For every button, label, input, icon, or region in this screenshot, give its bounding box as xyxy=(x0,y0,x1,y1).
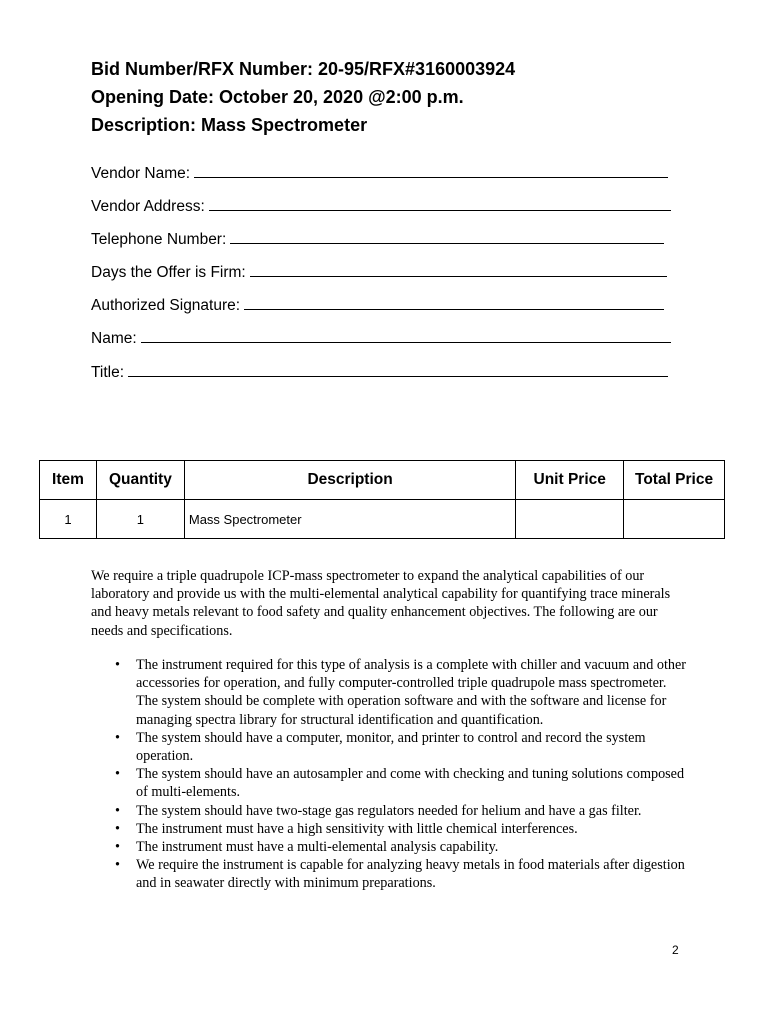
bid-description: Description: Mass Spectrometer xyxy=(91,115,368,135)
days-firm-field[interactable] xyxy=(91,262,667,283)
authorized-signature-field[interactable] xyxy=(91,295,664,316)
opening-date: Opening Date: October 20, 2020 @2:00 p.m. xyxy=(91,87,464,107)
cell-quantity: 1 xyxy=(96,500,184,539)
table-row xyxy=(40,500,725,539)
bullet-icon: • xyxy=(115,802,120,819)
list-item xyxy=(91,765,691,801)
bullet-icon: • xyxy=(115,839,120,856)
cell-description: Mass Spectrometer xyxy=(184,500,515,539)
spec-text: The system should have two-stage gas regulators needed for helium and have a gas filter. xyxy=(136,802,642,819)
bullet-icon: • xyxy=(115,657,120,673)
specifications-list xyxy=(91,656,691,893)
title-field[interactable] xyxy=(91,362,668,383)
bid-table xyxy=(39,460,725,539)
telephone-number-field[interactable] xyxy=(91,229,664,250)
vendor-address-line[interactable] xyxy=(209,196,671,211)
column-header-item: Item xyxy=(40,461,97,500)
page-number: 2 xyxy=(672,943,679,957)
vendor-address-label: Vendor Address: xyxy=(91,198,205,215)
table-header-row xyxy=(40,461,725,500)
title-label: Title: xyxy=(91,364,125,381)
list-item xyxy=(91,838,691,856)
spec-text: The system should have an autosampler and come with checking and tuning solutions composed of multi-elements. xyxy=(136,766,685,801)
list-item xyxy=(91,729,691,765)
spec-text: We require the instrument is capable for analyzing heavy metals in food materials after digestion and in seawater directly with minimum preparations. xyxy=(136,857,685,892)
telephone-number-label: Telephone Number: xyxy=(91,231,227,248)
vendor-name-line[interactable] xyxy=(194,163,668,178)
cell-item: 1 xyxy=(40,500,97,539)
intro-paragraph: We require a triple quadrupole ICP-mass spectrometer to expand the analytical capabilities of our laboratory and provide us with the multi-elemental analytical capability for quantifying trace minerals and heavy metals relevant to food safety and quality enhancement objectives. The following are our needs and specifications. xyxy=(91,568,671,639)
vendor-address-field[interactable] xyxy=(91,196,671,217)
bullet-icon: • xyxy=(115,766,120,783)
column-header-description: Description xyxy=(184,461,515,500)
title-line[interactable] xyxy=(128,362,668,377)
spec-text: The instrument must have a multi-elemental analysis capability. xyxy=(136,839,499,856)
bullet-icon: • xyxy=(115,820,120,837)
bid-number: Bid Number/RFX Number: 20-95/RFX#3160003924 xyxy=(91,59,516,79)
column-header-total-price: Total Price xyxy=(624,461,725,500)
name-line[interactable] xyxy=(141,328,671,343)
spec-text: The instrument must have a high sensitivity with little chemical interferences. xyxy=(136,820,578,837)
list-item xyxy=(91,856,691,892)
name-field[interactable] xyxy=(91,328,671,349)
bullet-icon: • xyxy=(115,857,120,874)
days-firm-label: Days the Offer is Firm: xyxy=(91,264,246,281)
cell-total-price[interactable] xyxy=(624,500,725,539)
spec-text: The instrument required for this type of analysis is a complete with chiller and vacuum and other accessories for operation, and fully computer-controlled triple quadrupole mass spectrometer. The system should be complete with operation software and with the software and license for managing spectra library for structural identification and quantification. xyxy=(136,657,687,728)
spec-text: The system should have a computer, monitor, and printer to control and record the system operation. xyxy=(136,729,646,765)
list-item xyxy=(91,820,691,838)
list-item xyxy=(91,802,691,820)
cell-unit-price[interactable] xyxy=(516,500,624,539)
bullet-icon: • xyxy=(115,729,120,746)
list-item xyxy=(91,656,691,729)
vendor-name-label: Vendor Name: xyxy=(91,165,191,182)
column-header-quantity: Quantity xyxy=(96,461,184,500)
telephone-number-line[interactable] xyxy=(230,229,664,244)
name-label: Name: xyxy=(91,330,137,347)
authorized-signature-label: Authorized Signature: xyxy=(91,297,241,314)
authorized-signature-line[interactable] xyxy=(244,295,664,310)
vendor-name-field[interactable] xyxy=(91,163,668,184)
days-firm-line[interactable] xyxy=(250,262,667,277)
column-header-unit-price: Unit Price xyxy=(516,461,624,500)
